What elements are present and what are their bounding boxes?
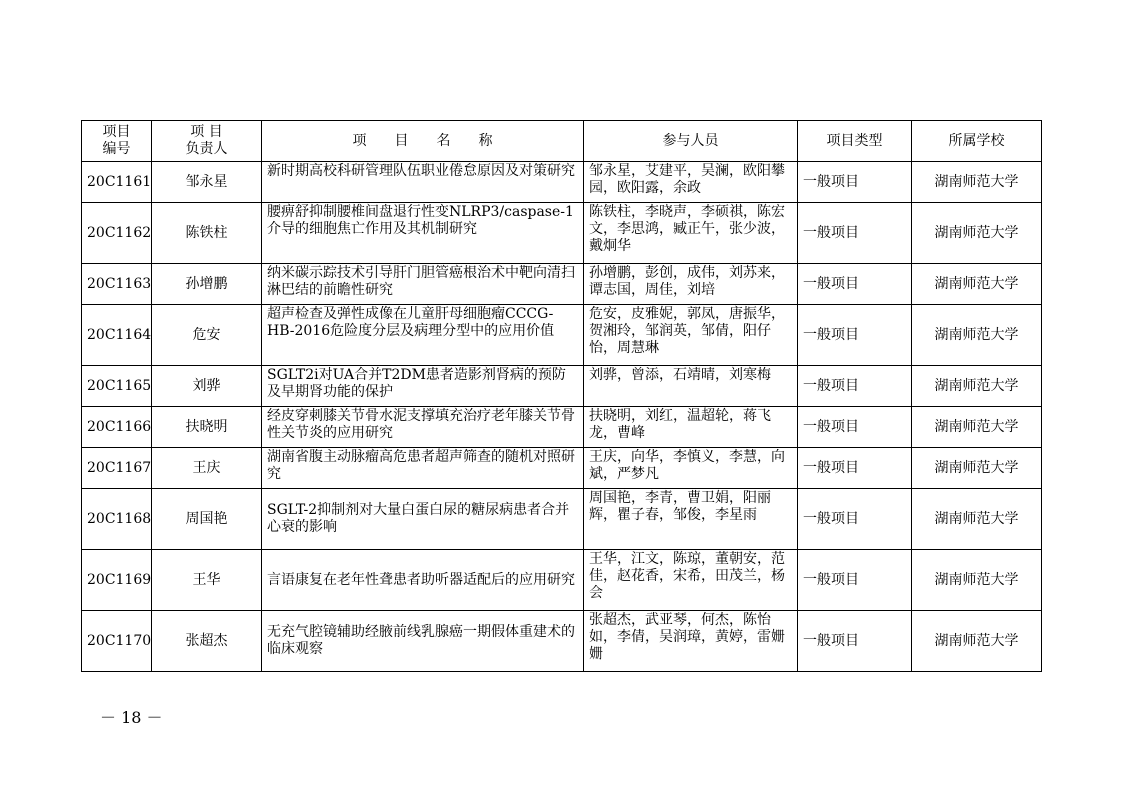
cell-school: 湖南师范大学 [912,448,1042,489]
cell-leader: 刘骅 [152,366,262,407]
header-type: 项目类型 [798,121,912,162]
cell-code: 20C1167 [82,448,152,489]
cell-members: 孙增鹏，彭创，成伟，刘苏来，谭志国，周佳，刘培 [584,264,798,305]
cell-members: 王庆，向华，李慎义，李慧，向斌，严梦凡 [584,448,798,489]
cell-school: 湖南师范大学 [912,407,1042,448]
table-row [82,407,1042,448]
cell-type: 一般项目 [798,305,912,366]
header-leader: 项 目 负责人 [152,121,262,162]
cell-members: 王华，江文，陈琼，董朝安，范佳，赵花香，宋希，田茂兰，杨会 [584,550,798,611]
cell-school: 湖南师范大学 [912,366,1042,407]
cell-leader: 周国艳 [152,489,262,550]
table-row [82,448,1042,489]
cell-code: 20C1162 [82,203,152,264]
table-row [82,611,1042,672]
cell-name: 经皮穿刺膝关节骨水泥支撑填充治疗老年膝关节骨性关节炎的应用研究 [262,407,584,448]
cell-leader: 危安 [152,305,262,366]
cell-leader: 陈铁柱 [152,203,262,264]
cell-type: 一般项目 [798,550,912,611]
header-code: 项目 编号 [82,121,152,162]
cell-members: 刘骅，曾添，石靖晴，刘寒梅 [584,366,798,407]
cell-code: 20C1164 [82,305,152,366]
table-row [82,550,1042,611]
cell-name: 纳米碳示踪技术引导肝门胆管癌根治术中靶向清扫淋巴结的前瞻性研究 [262,264,584,305]
cell-school: 湖南师范大学 [912,611,1042,672]
cell-code: 20C1166 [82,407,152,448]
cell-code: 20C1165 [82,366,152,407]
cell-code: 20C1170 [82,611,152,672]
cell-members: 陈铁柱，李晓声，李硕祺，陈宏文，李思鸿，臧正午，张少波，戴炯华 [584,203,798,264]
cell-type: 一般项目 [798,264,912,305]
cell-name: SGLT-2抑制剂对大量白蛋白尿的糖尿病患者合并心衰的影响 [262,489,584,550]
table-row [82,305,1042,366]
cell-name: 腰痹舒抑制腰椎间盘退行性变NLRP3/caspase-1介导的细胞焦亡作用及其机制研究 [262,203,584,264]
cell-leader: 张超杰 [152,611,262,672]
cell-leader: 邹永星 [152,162,262,203]
cell-type: 一般项目 [798,611,912,672]
cell-leader: 扶晓明 [152,407,262,448]
header-members: 参与人员 [584,121,798,162]
table-row [82,162,1042,203]
cell-name: SGLT2i对UA合并T2DM患者造影剂肾病的预防及早期肾功能的保护 [262,366,584,407]
cell-leader: 王华 [152,550,262,611]
cell-members: 危安，皮雅妮，郭凤，唐振华，贺湘玲，邹润英，邹倩，阳仔怡，周慧琳 [584,305,798,366]
page-number: － 18 － [100,708,163,727]
cell-name: 新时期高校科研管理队伍职业倦怠原因及对策研究 [262,162,584,203]
cell-name: 超声检查及弹性成像在儿童肝母细胞瘤CCCG-HB-2016危险度分层及病理分型中的应用价值 [262,305,584,366]
cell-members: 邹永星，艾建平，吴澜，欧阳攀园，欧阳露，余政 [584,162,798,203]
cell-name: 湖南省腹主动脉瘤高危患者超声筛查的随机对照研究 [262,448,584,489]
cell-school: 湖南师范大学 [912,305,1042,366]
table-row [82,489,1042,550]
cell-school: 湖南师范大学 [912,203,1042,264]
table-row [82,366,1042,407]
cell-leader: 王庆 [152,448,262,489]
cell-type: 一般项目 [798,448,912,489]
header-school: 所属学校 [912,121,1042,162]
cell-school: 湖南师范大学 [912,162,1042,203]
cell-school: 湖南师范大学 [912,550,1042,611]
header-name: 项 目 名 称 [262,121,584,162]
header-row [82,121,1042,162]
cell-code: 20C1169 [82,550,152,611]
cell-leader: 孙增鹏 [152,264,262,305]
table-row [82,264,1042,305]
project-table [81,120,1042,672]
cell-members: 周国艳，李青，曹卫娟，阳丽辉，瞿子春，邹俊，李星雨 [584,489,798,550]
cell-code: 20C1168 [82,489,152,550]
cell-code: 20C1163 [82,264,152,305]
cell-code: 20C1161 [82,162,152,203]
cell-type: 一般项目 [798,407,912,448]
cell-school: 湖南师范大学 [912,264,1042,305]
cell-members: 张超杰，武亚琴，何杰，陈怡如，李倩，吴润璋，黄婷，雷姗姗 [584,611,798,672]
table-row [82,203,1042,264]
cell-type: 一般项目 [798,203,912,264]
cell-type: 一般项目 [798,489,912,550]
cell-type: 一般项目 [798,162,912,203]
cell-school: 湖南师范大学 [912,489,1042,550]
cell-type: 一般项目 [798,366,912,407]
cell-name: 言语康复在老年性聋患者助听器适配后的应用研究 [262,550,584,611]
cell-members: 扶晓明，刘红，温超轮，蒋飞龙，曹峰 [584,407,798,448]
cell-name: 无充气腔镜辅助经腋前线乳腺癌一期假体重建术的临床观察 [262,611,584,672]
